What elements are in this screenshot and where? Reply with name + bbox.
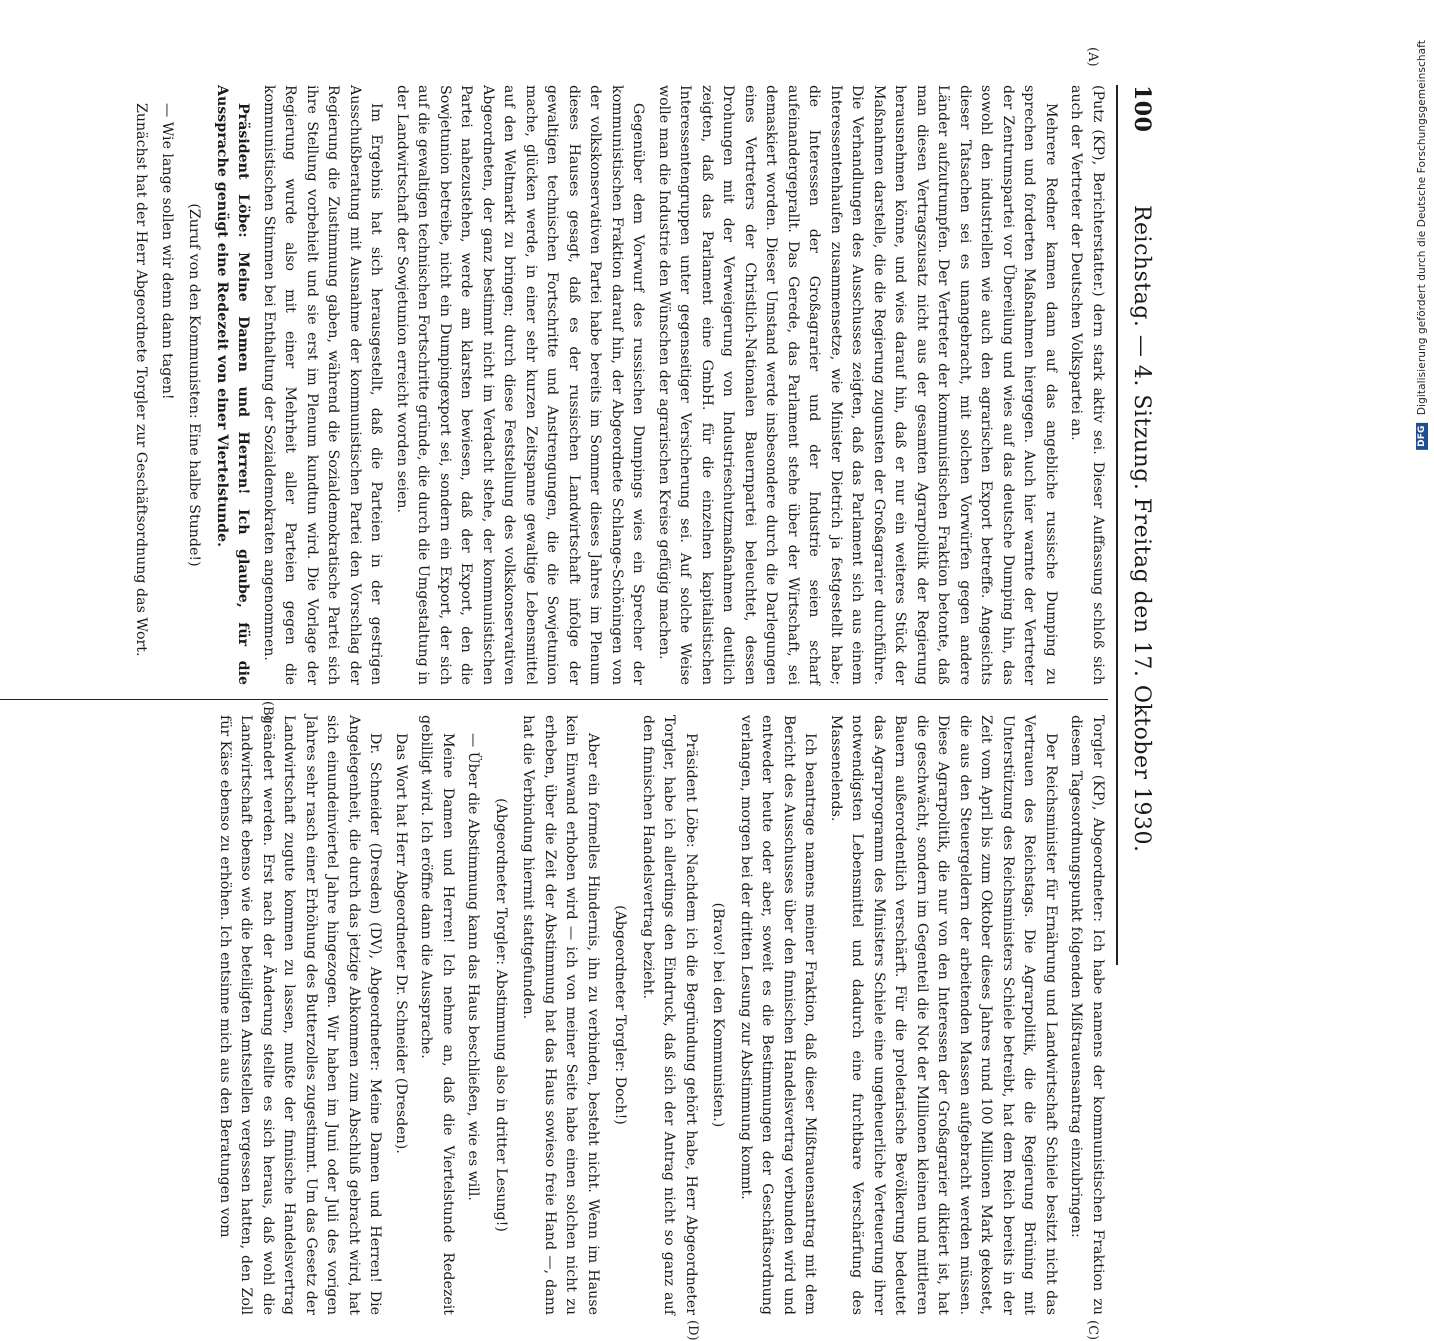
paragraph: Mehrere Redner kamen dann auf das angebliche russische Dumping zu sprechen und forderten Maßnahmen hiergegen. Auch hier warnte der Vertreter der Zentrumspartei vor Übereilung und wies auf das deutsche Dumping hin, das sowohl den industriellen wie auch den agrarischen Export betreffe. Angesichts dieser Tatsachen sei es unangebracht, mit solchen Vorwürfen gegen andere Länder aufzutrumpfen. Der Vertreter der kommunistischen Fraktion betonte, daß man diesen Vertragszusatz nicht aus der gesamten Agrarpolitik der Regierung herausnehmen könne, und wies darauf hin, daß er nur ein weiteres Stück der Maßnahmen darstelle, die die Regierung zugunsten der Großagrarier durchführe. Die Verhandlungen des Ausschusses zeigten, daß das Parlament sich aus einem Interessentenhaufen zusammensetze, wie Minister Dietrich ja festgestellt habe; die Interessen der Großagrarier und der Industrie seien scharf aufeinandergeprallt. Das Gerede, das Parlament stehe über der Wirtschaft, sei demaskiert worden. Dieser Umstand werde insbesondere durch die Darlegungen eines Vertreters der Christlich-Nationalen Bauernpartei beleuchtet, dessen Drohungen mit der Verweigerung von Industrieschutzmaßnahmen deutlich zeigten, daß das Parlament eine GmbH. für die einzelnen kapitalistischen Interessentengruppen unter gegenseitiger Versicherung sei. Auf solche Weise wolle man die Industrie den Wünschen der agrarischen Kreise gefügig machen. [656,85,1059,685]
margin-marker-a: (A) [1085,47,1100,67]
interjection: (Zuruf von den Kommunisten: Eine halbe Stunde!) [186,203,203,567]
header-rule [1116,85,1118,965]
right-column [0,715,1108,1315]
interjection: (Abgeordneter Torgler: Abstimmung also in dritter Lesung!) [493,798,509,1232]
paragraph: Das Wort hat Herr Abgeordneter Dr. Schneider (Dresden). [393,733,409,1154]
dfg-logo: DFG [1416,423,1428,450]
page-number: 100 [1129,85,1155,133]
digitization-credit [1416,40,1428,450]
paragraph: Dr. Schneider (Dresden) (DV), Abgeordneter: Meine Damen und Herren! Die Angelegenheit, die durch das jetzige Abkommen zum Abschluß gebracht wird, hat sich einundeinviertel Jahre hingezogen. Wir haben im Juni oder Juli des vorigen Jahres sehr rasch einer Erhöhung des Butterzolles zugestimmt. Um das Gesetz der Landwirtschaft zugute kommen zu lassen, mußte der finnische Handelsvertrag geändert werden. Erst nach der Änderung stellte es sich heraus, daß wohl die Landwirtschaft ebenso wie die beteiligten Amtsstellen vergessen hatten, den Zoll für Käse ebenso zu erhöhen. Ich entsinne mich aus den Beratungen vom [217,715,384,1315]
paragraph: Gegenüber dem Vorwurf des russischen Dumpings wies ein Sprecher der kommunistischen Fraktion darauf hin, der Abgeordnete Schlange-Schöningen von der volkskonservativen Partei habe bereits im Sommer dieses Jahres im Plenum dieses Hauses gesagt, daß es der russischen Landwirtschaft infolge der gewaltigen technischen Fortschritte und Anstrengungen, die die Sowjetunion mache, glücken werde, in einer sehr kurzen Zeitspanne gewaltige Lebensmittel auf den Weltmarkt zu bringen; durch diese Feststellung des volkskonservativen Abgeordneten, der ganz bestimmt nicht im Verdacht stehe, der kommunistischen Partei nahezustehen, werde am klarsten bewiesen, daß der Export, den die Sowjetunion betreibe, nicht ein Dumpingexport sei, sondern ein Export, der sich auf die gewaltigen technischen Fortschritte gründe, die durch die Umgestaltung in der Landwirtschaft der Sowjetunion erreicht worden seien. [394,85,647,685]
margin-marker-b: (B) [260,701,275,721]
margin-marker-c: (C) [1085,1320,1100,1341]
paragraph: Ich beantrage namens meiner Fraktion, daß dieser Mißtrauensantrag mit dem Bericht des Ausschusses über den finnischen Handelsvertrag verbunden wird und entweder heute oder aber, soweit es die Bestimmungen der Geschäftsordnung verlangen, morgen bei der dritten Lesung zur Abstimmung kommt. [738,715,819,1315]
paragraph: Aber ein formelles Hindernis, ihn zu verbinden, besteht nicht. Wenn im Hause kein Einwand erhoben wird — ich von meiner Seite habe einen solchen nicht zu erheben, über die Zeit der Abstimmung hat das Haus sowieso freie Hand —, dann hat die Verbindung hiermit stattgefunden. [520,715,601,1315]
column-divider [0,699,1108,700]
page-header [1122,85,1162,965]
interjection: (Bravo! bei den Kommunisten.) [710,902,727,1128]
document-page [30,30,1370,1341]
paragraph: (Putz (KP), Berichterstatter.) dern stark aktiv sei. Dieser Auffassung schloß sich auch der Vertreter der Deutschen Volkspartei an. [1068,85,1106,685]
paragraph: Meine Damen und Herren! Ich nehme an, daß die Viertelstunde Redezeit gebilligt wird. Ich eröffne dann die Aussprache. [418,715,456,1315]
paragraph: Zunächst hat der Herr Abgeordnete Torgler zur Geschäftsordnung das Wort. [133,103,150,657]
left-column [0,85,1108,685]
paragraph: — Wie lange sollen wir denn dann tagen! [159,103,175,400]
paragraph: Im Ergebnis hat sich herausgestellt, daß die Parteien in der gestrigen Ausschußberatung mit Ausnahme der kommunistischen Partei den Vorschlag der Regierung die Zustimmung gaben, während die Sozialdemokratische Partei sich ihre Stellung vorbehielt und sie erst im Plenum kundtun wird. Die Vorlage der Regierung wurde also mit einer Mehrheit aller Parteien gegen die kommunistischen Stimmen bei Enthaltung der Sozialdemokraten angenommen. [261,85,385,685]
running-title: Reichstag. — 4. Sitzung. Freitag den 17. Oktober 1930. [1129,204,1155,853]
paragraph: Präsident Löbe: Meine Damen und Herren! Ich glaube, für die Aussprache genügt eine Redezeit von einer Viertelstunde. [214,85,252,685]
credit-text: Digitalisierung gefördert durch die Deutsche Forschungsgemeinschaft [1416,40,1428,416]
margin-marker-d: (D) [685,1320,700,1341]
rotated-page-content [0,47,1170,1341]
paragraph: — Über die Abstimmung kann das Haus beschließen, wie es will. [465,733,482,1201]
paragraph: Präsident Löbe: Nachdem ich die Begründung gehört habe, Herr Abgeordneter Torgler, habe ich allerdings den Eindruck, daß sich der Antrag nicht so ganz auf den finnischen Handelsvertrag bezieht. [640,715,699,1315]
interjection: (Abgeordneter Torgler: Doch!) [612,905,629,1125]
paragraph: Der Reichsminister für Ernährung und Landwirtschaft Schiele besitzt nicht das Vertrauen des Reichstags. Die Agrarpolitik, die die Regierung Brüning mit Unterstützung des Reichsministers Schiele betreibt, hat dem Reich bereits in der Zeit vom April bis zum Oktober dieses Jahres rund 100 Millionen Mark gekostet, die aus den Steuergeldern der arbeitenden Massen aufgebracht werden müssen. Diese Agrarpolitik, die nur von den Interessen der Großagrarier diktiert ist, hat die geschwächt, sondern im Gegenteil die Not der Millionen kleinen und mittleren Bauern außerordentlich verschärft. Für die proletarische Bevölkerung bedeutet das Agrarprogramm des Ministers Schiele eine ungeheuerliche Verteuerung ihrer notwendigsten Lebensmittel und dadurch eine furchtbare Verschärfung des Massenelends. [828,715,1059,1315]
paragraph: Torgler (KP), Abgeordneter: Ich habe namens der kommunistischen Fraktion zu diesem Tagesordnungspunkt folgenden Mißtrauensantrag einzubringen: [1068,715,1106,1315]
